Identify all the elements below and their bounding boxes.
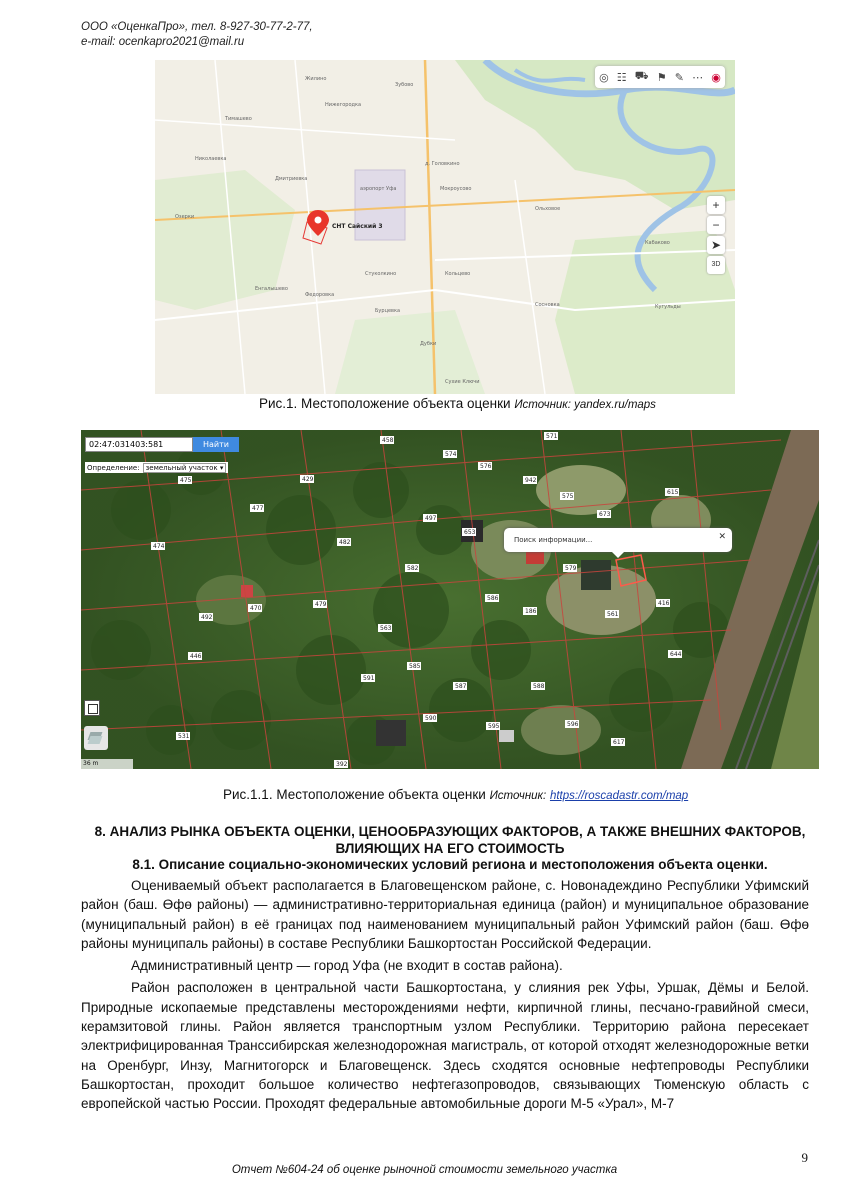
parcel-label[interactable] xyxy=(300,475,314,483)
place-label: Нижегородка xyxy=(325,102,362,108)
svg-text:575: 575 xyxy=(562,493,574,500)
fullscreen-icon[interactable] xyxy=(84,700,100,716)
place-label: Дмитриевка xyxy=(275,176,308,182)
map-toolbar xyxy=(595,66,725,88)
svg-text:458: 458 xyxy=(382,437,394,444)
figure2-caption-text: Рис.1.1. Местоположение объекта оценки xyxy=(223,787,486,802)
close-icon[interactable]: ✕ xyxy=(718,531,726,541)
svg-text:579: 579 xyxy=(565,565,577,572)
place-label: Кабаково xyxy=(645,240,670,246)
page-header xyxy=(81,20,313,50)
section-8-1-subtitle: 8.1. Описание социально-экономических условий региона и местоположения объекта оценки. xyxy=(132,857,768,872)
parcel-label[interactable] xyxy=(565,720,579,728)
place-label: Зубово xyxy=(395,82,414,88)
definition-selected-value: земельный участок xyxy=(145,463,218,472)
parcel-label[interactable] xyxy=(334,760,348,768)
place-label: Жилино xyxy=(305,76,327,82)
parcel-label[interactable] xyxy=(380,436,394,444)
svg-text:392: 392 xyxy=(336,761,348,768)
parcel-label[interactable] xyxy=(665,488,679,496)
svg-text:644: 644 xyxy=(670,651,682,658)
parcel-label[interactable] xyxy=(523,607,537,615)
geolocate-icon[interactable]: ➤ xyxy=(707,236,725,254)
svg-text:563: 563 xyxy=(380,625,392,632)
panorama-icon[interactable]: ☷ xyxy=(616,71,627,84)
svg-text:576: 576 xyxy=(480,463,492,470)
svg-text:474: 474 xyxy=(153,543,165,550)
parcel-label[interactable] xyxy=(361,674,375,682)
scale-bar xyxy=(81,759,133,769)
parcel-label[interactable] xyxy=(656,599,670,607)
parcel-label[interactable] xyxy=(313,600,327,608)
parcel-label[interactable] xyxy=(151,542,165,550)
svg-text:942: 942 xyxy=(525,477,537,484)
svg-text:617: 617 xyxy=(613,739,625,746)
svg-text:186: 186 xyxy=(525,608,537,615)
figure1-caption-text: Рис.1. Местоположение объекта оценки xyxy=(259,396,511,411)
place-label: Бурцевка xyxy=(375,308,401,314)
svg-text:582: 582 xyxy=(407,565,419,572)
svg-text:587: 587 xyxy=(455,683,467,690)
svg-text:416: 416 xyxy=(658,600,670,607)
place-label: Дубки xyxy=(420,341,437,347)
place-label: Кугульды xyxy=(655,304,681,310)
definition-label: Определение: xyxy=(87,463,140,472)
scale-label: 36 m xyxy=(83,760,99,767)
place-label: аэропорт Уфа xyxy=(360,186,397,192)
svg-text:475: 475 xyxy=(180,477,192,484)
parcel-label[interactable] xyxy=(597,510,611,518)
svg-text:479: 479 xyxy=(315,601,327,608)
svg-text:531: 531 xyxy=(178,733,190,740)
popup-pointer xyxy=(612,552,624,558)
parcel-label[interactable] xyxy=(453,682,467,690)
place-label: Енгалышево xyxy=(255,286,288,292)
place-label: Ольховое xyxy=(535,206,561,212)
info-popup xyxy=(504,528,732,552)
figure1-caption xyxy=(259,396,656,411)
place-label: Мокроусово xyxy=(440,186,472,192)
section-body xyxy=(81,876,809,1114)
svg-text:574: 574 xyxy=(445,451,457,458)
parcel-label[interactable] xyxy=(668,650,682,658)
section-8-title: 8. АНАЛИЗ РЫНКА ОБЪЕКТА ОЦЕНКИ, ЦЕНООБРАЗУЮЩИХ ФАКТОРОВ, А ТАКЖЕ ВНЕШНИХ ФАКТОРОВ, ВЛИЯЮЩИХ НА ЕГО СТОИМОСТЬ xyxy=(94,824,806,856)
parcel-label[interactable] xyxy=(407,662,421,670)
svg-text:497: 497 xyxy=(425,515,437,522)
svg-text:591: 591 xyxy=(363,675,375,682)
transport-icon[interactable]: ⚑ xyxy=(656,71,667,84)
chevron-down-icon: ▾ xyxy=(219,463,224,472)
place-label: Озерки xyxy=(175,214,195,220)
svg-text:482: 482 xyxy=(339,539,351,546)
parcel-label[interactable] xyxy=(611,738,625,746)
parcel-label[interactable] xyxy=(423,514,437,522)
svg-text:653: 653 xyxy=(464,529,476,536)
place-label: Сосновка xyxy=(535,302,560,308)
ruler-icon[interactable]: ✎ xyxy=(674,71,684,84)
svg-text:492: 492 xyxy=(201,614,213,621)
route-icon[interactable]: ⛟ xyxy=(634,70,649,82)
map-object-label: СНТ Сайский 3 xyxy=(332,223,383,230)
parcel-label[interactable] xyxy=(423,714,437,722)
svg-text:477: 477 xyxy=(252,505,264,512)
place-label: д. Головкино xyxy=(425,161,460,167)
roscadastr-link[interactable]: https://roscadastr.com/map xyxy=(549,790,689,802)
definition-select[interactable] xyxy=(143,463,227,473)
svg-text:470: 470 xyxy=(250,605,262,612)
profile-icon[interactable]: ◉ xyxy=(711,71,721,84)
svg-text:446: 446 xyxy=(190,653,202,660)
place-label: Тимашево xyxy=(225,116,252,122)
svg-text:429: 429 xyxy=(302,476,314,483)
parcel-label[interactable] xyxy=(486,722,500,730)
figure2-caption xyxy=(223,787,688,802)
popup-text: Поиск информации... xyxy=(514,536,593,544)
svg-text:590: 590 xyxy=(425,715,437,722)
place-label: Николаевка xyxy=(195,156,227,162)
place-label: Сухие Ключи xyxy=(445,379,480,385)
yandex-map[interactable] xyxy=(155,60,735,394)
svg-text:596: 596 xyxy=(567,721,579,728)
parcel-label[interactable] xyxy=(176,732,190,740)
paragraph: Оцениваемый объект располагается в Благовещенском районе, с. Новонадеждино Республики Уфимский район (баш. Өфө районы) — административно-территориальная единица (район) и муниципальное образование (муниципальный район) в её границах под наименованием муниципальный район Уфимский район (баш. Өфө районы муниципаль районы) в составе Республики Башкортостан Российской Федерации. xyxy=(81,878,809,951)
figure1-source: Источник: yandex.ru/maps xyxy=(514,399,656,411)
parcel-label[interactable] xyxy=(544,432,558,440)
parcel-label[interactable] xyxy=(462,528,476,536)
svg-text:586: 586 xyxy=(487,595,499,602)
definition-filter xyxy=(85,462,228,473)
page-number: 9 xyxy=(801,1150,808,1165)
paragraph: Административный центр — город Уфа (не входит в состав района). xyxy=(131,958,563,974)
zoom-out-icon[interactable]: − xyxy=(707,216,725,234)
company-line: ООО «ОценкаПро», тел. 8-927-30-77-2-77, xyxy=(81,21,313,33)
3d-toggle-icon[interactable]: 3D xyxy=(707,256,725,274)
cadastral-map[interactable] xyxy=(81,430,819,769)
parcel-label[interactable] xyxy=(337,538,351,546)
layers-switcher-icon[interactable] xyxy=(84,726,108,750)
parcel-label[interactable] xyxy=(443,450,457,458)
more-icon[interactable]: ⋯ xyxy=(692,71,704,84)
place-label: Стуколкино xyxy=(365,271,397,277)
svg-text:595: 595 xyxy=(488,723,500,730)
parcel-label[interactable] xyxy=(478,462,492,470)
svg-text:585: 585 xyxy=(409,663,421,670)
parcel-label[interactable] xyxy=(531,682,545,690)
svg-text:561: 561 xyxy=(607,611,619,618)
parcel-label[interactable] xyxy=(605,610,619,618)
svg-text:615: 615 xyxy=(667,489,679,496)
page-footer: Отчет №604-24 об оценке рыночной стоимости земельного участка xyxy=(231,1164,618,1176)
figure2-source-prefix: Источник: xyxy=(489,790,547,802)
find-button[interactable]: Найти xyxy=(193,437,239,452)
parcel-label[interactable] xyxy=(199,613,213,621)
parcel-label[interactable] xyxy=(523,476,537,484)
paragraph: Район расположен в центральной части Башкортостана, у слияния рек Уфы, Уршак, Дёмы и Белой. Природные ископаемые представлены месторождениями нефти, кирпичной глины, песчано-гравийной смеси, керамзитовой глины. Район является транспортным узлом Республики. Территорию района пересекает электрифицированная Транссибирская железнодорожная магистраль, от которой отходят железнодорожные ветки на Оренбург, Инзу, Магнитогорск и Благовещенск. Здесь сходятся основные нефтепроводы Республики Башкортостан, проходит большое количество нефтегазопроводов, связывающих Тюменскую область с европейской частью России. Проходят федеральные автомобильные дороги М-5 «Урал», М-7 xyxy=(81,980,809,1112)
place-label: Федоровка xyxy=(305,292,335,298)
parcel-label[interactable] xyxy=(178,476,192,484)
svg-text:571: 571 xyxy=(546,433,558,440)
zoom-in-icon[interactable]: + xyxy=(707,196,725,214)
parcel-label[interactable] xyxy=(250,504,264,512)
parcel-label[interactable] xyxy=(188,652,202,660)
parcel-label[interactable] xyxy=(485,594,499,602)
parcel-label[interactable] xyxy=(378,624,392,632)
parcel-label[interactable] xyxy=(563,564,577,572)
svg-text:673: 673 xyxy=(599,511,611,518)
email-line: e-mail: ocenkapro2021@mail.ru xyxy=(81,36,245,48)
layers-icon[interactable]: ◎ xyxy=(599,71,609,84)
svg-text:588: 588 xyxy=(533,683,545,690)
yandex-map-canvas xyxy=(155,60,735,394)
cadastral-number-input[interactable] xyxy=(85,437,193,452)
parcel-label[interactable] xyxy=(248,604,262,612)
cadastral-map-canvas xyxy=(81,430,819,769)
parcel-label[interactable] xyxy=(405,564,419,572)
cadastral-search xyxy=(85,437,239,452)
parcel-label[interactable] xyxy=(560,492,574,500)
place-label: Кольцево xyxy=(445,271,471,277)
